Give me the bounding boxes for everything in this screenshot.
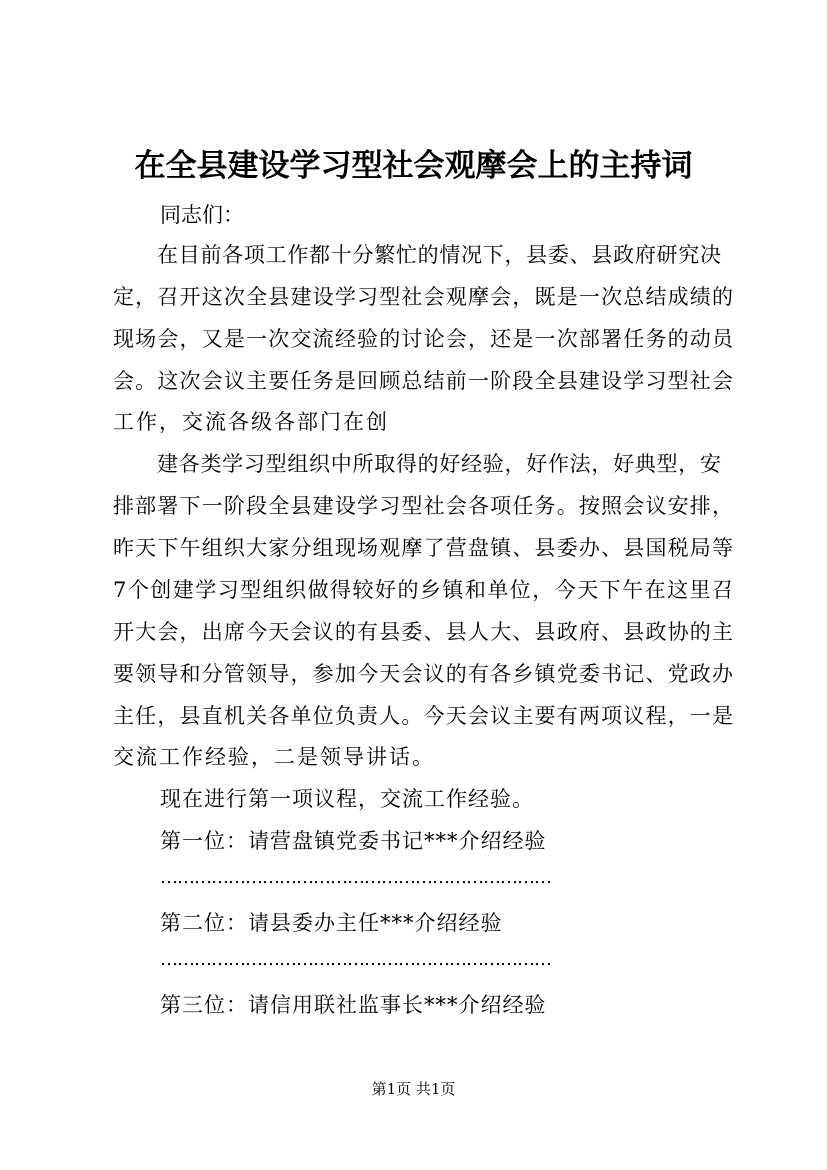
greeting: 同志们： (160, 203, 244, 227)
paragraph-line: 7个创建学习型组织做得较好的乡镇和单位，今天下午在这里召 (113, 578, 733, 602)
paragraph-line: 交流工作经验，二是领导讲话。 (113, 745, 435, 769)
paragraph-line: 昨天下午组织大家分组现场观摩了营盘镇、县委办、县国税局等 (113, 536, 733, 560)
paragraph-line: 在目前各项工作都十分繁忙的情况下，县委、县政府研究决 (157, 243, 721, 267)
paragraph-line: 现场会，又是一次交流经验的讨论会，还是一次部署任务的动员 (113, 327, 733, 351)
paragraph-line: 排部署下一阶段全县建设学习型社会各项任务。按照会议安排， (113, 494, 733, 518)
speaker-item: 第一位：请营盘镇党委书记***介绍经验 (160, 829, 547, 853)
speaker-item: 第二位：请县委办主任***介绍经验 (160, 911, 503, 935)
document-title: 在全县建设学习型社会观摩会上的主持词 (134, 148, 693, 184)
paragraph-line: 工作，交流各级各部门在创 (113, 410, 389, 434)
paragraph-line: 定，召开这次全县建设学习型社会观摩会，既是一次总结成绩的 (113, 285, 733, 309)
ellipsis-line: …………………………………………………………… (160, 949, 551, 970)
paragraph-line: 会。这次会议主要任务是回顾总结前一阶段全县建设学习型社会 (113, 369, 733, 393)
speaker-item: 第三位：请信用联社监事长***介绍经验 (160, 993, 547, 1017)
ellipsis-line: …………………………………………………………… (160, 867, 551, 888)
paragraph-line: 要领导和分管领导，参加今天会议的有各乡镇党委书记、党政办 (113, 662, 733, 686)
paragraph-line: 主任，县直机关各单位负责人。今天会议主要有两项议程，一是 (113, 704, 733, 728)
agenda-intro: 现在进行第一项议程，交流工作经验。 (160, 787, 534, 811)
paragraph-line: 建各类学习型组织中所取得的好经验，好作法，好典型，安 (157, 452, 721, 476)
page-footer: 第1页 共1页 (371, 1080, 456, 1098)
paragraph-line: 开大会，出席今天会议的有县委、县人大、县政府、县政协的主 (113, 620, 733, 644)
